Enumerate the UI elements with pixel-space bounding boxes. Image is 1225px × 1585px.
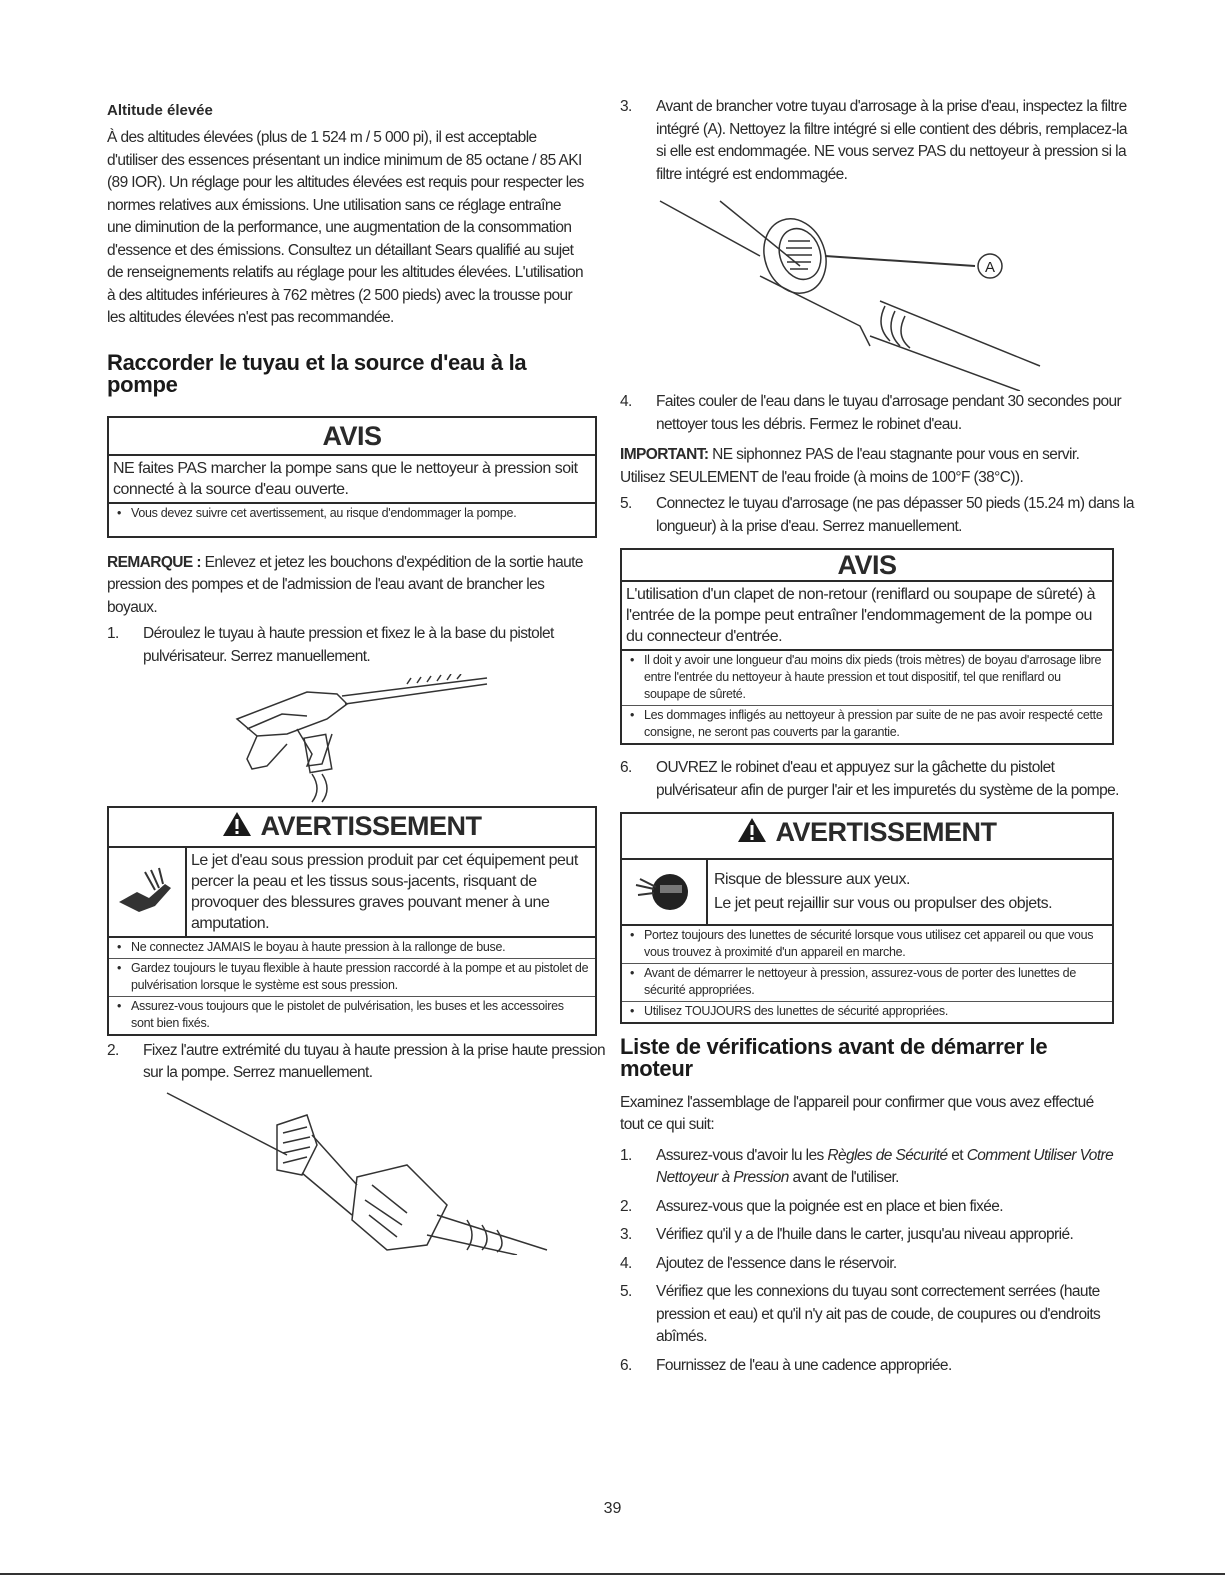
warning-lead-line-1: Risque de blessure aux yeux. bbox=[714, 870, 910, 888]
item-text: Vérifiez qu'il y a de l'huile dans le carter, jusqu'au niveau approprié. bbox=[656, 1226, 1074, 1244]
step-number: 3. bbox=[620, 98, 632, 115]
warning-title-text: AVERTISSEMENT bbox=[775, 817, 997, 847]
notice-bullet: • Vous devez suivre cet avertissement, au risque d'endommager la pompe. bbox=[109, 504, 595, 536]
step-1 bbox=[107, 623, 623, 668]
item-text: Ajoutez de l'essence dans le réservoir. bbox=[656, 1254, 897, 1272]
important-paragraph bbox=[620, 444, 1106, 489]
warning-bullet: • Portez toujours des lunettes de sécurité lorsque vous utilisez cet appareil ou que vous vous trouvez à proximité d'un appareil en marche. bbox=[622, 926, 1112, 963]
notice-lead: NE faites PAS marcher la pompe sans que le nettoyeur à pression soit connecté à la source d'eau ouverte. bbox=[109, 456, 595, 504]
notice-bullet: • Il doit y avoir une longueur d'au moins dix pieds (trois mètres) de boyau d'arrosage libre entre l'entrée du nettoyeur à haute pression et tout dispositif, tel que reniflard ou soupape de sûreté. bbox=[622, 651, 1112, 705]
step-text: OUVREZ le robinet d'eau et appuyez sur la gâchette du pistolet pulvérisateur afin de purger l'air et les impuretés du système de la pompe. bbox=[656, 759, 1119, 799]
step-text: Déroulez le tuyau à haute pression et fixez le à la base du pistolet pulvérisateur. Serrez manuellement. bbox=[143, 625, 554, 665]
right-column bbox=[620, 96, 1134, 1377]
warning-main-row bbox=[109, 848, 595, 938]
notice-bullets bbox=[622, 651, 1112, 743]
warning-box-2 bbox=[620, 812, 1114, 1024]
step-2 bbox=[107, 1040, 623, 1085]
injection-hazard-icon bbox=[109, 848, 187, 936]
altitude-heading: Altitude élevée bbox=[107, 102, 213, 119]
checklist-item bbox=[620, 1281, 1136, 1349]
item-text-em1: Règles de Sécurité bbox=[827, 1146, 948, 1164]
checklist-item bbox=[620, 1355, 1136, 1378]
warning-bullet: • Gardez toujours le tuyau flexible à haute pression raccordé à la pompe et au pistolet de pulvérisation lorsque le système est sous pression. bbox=[109, 958, 595, 996]
warning-bullet: • Utilisez TOUJOURS des lunettes de sécurité appropriées. bbox=[622, 1001, 1112, 1022]
step-5 bbox=[620, 493, 1136, 538]
item-text-em2: Comment Utiliser Votre Nettoyeur à Pression bbox=[656, 1146, 1114, 1187]
section-heading-connect: Raccorder le tuyau et la source d'eau à la pompe bbox=[107, 349, 527, 397]
checklist-intro: Examinez l'assemblage de l'appareil pour confirmer que vous avez effectué tout ce qui suit: bbox=[620, 1093, 1094, 1134]
warning-lead bbox=[708, 860, 1112, 924]
step-text: Avant de brancher votre tuyau d'arrosage à la prise d'eau, inspectez la filtre intégré (A). Nettoyez la filtre intégré si elle contient des débris, remplacez-la si elle est endommagée. NE vous servez PAS du nettoyeur à pression si la filtre intégré est endommagée. bbox=[656, 98, 1127, 183]
hose-coupling-illustration bbox=[107, 1085, 597, 1255]
eye-hazard-icon bbox=[622, 860, 708, 924]
warning-main-row bbox=[622, 858, 1112, 926]
warning-title-text: AVERTISSEMENT bbox=[260, 811, 482, 841]
warning-bullets bbox=[622, 926, 1112, 1022]
step-3 bbox=[620, 96, 1136, 186]
important-text: NE siphonnez PAS de l'eau stagnante pour vous en servir. Utilisez SEULEMENT de l'eau froide (à moins de 100°F (38°C)). bbox=[620, 446, 1080, 486]
warning-title bbox=[109, 808, 595, 848]
spray-gun-illustration bbox=[107, 674, 597, 804]
important-label: IMPORTANT: bbox=[620, 446, 709, 463]
remark-text: Enlevez et jetez les bouchons d'expédition de la sortie haute pression des pompes et de l'admission de l'eau avant de brancher les boyaux. bbox=[107, 553, 583, 616]
step-number: 2. bbox=[107, 1041, 119, 1059]
section-heading-checklist: Liste de vérifications avant de démarrer le moteur bbox=[620, 1033, 1048, 1081]
step-number: 6. bbox=[620, 759, 632, 776]
page-number: 39 bbox=[603, 1500, 622, 1517]
remark-label: REMARQUE : bbox=[107, 553, 201, 571]
item-text-pre: Assurez-vous d'avoir lu les bbox=[656, 1146, 828, 1164]
checklist-item bbox=[620, 1145, 1136, 1190]
notice-bullet: • Les dommages infligés au nettoyeur à pression par suite de ne pas avoir respecté cette consigne, ne seront pas couverts par la garantie. bbox=[622, 705, 1112, 743]
notice-lead: L'utilisation d'un clapet de non-retour (reniflard ou soupape de sûreté) à l'entrée de la pompe peut entraîner l'endommagement de la pompe ou du connecteur d'entrée. bbox=[622, 582, 1112, 651]
item-text-post: avant de l'utiliser. bbox=[788, 1169, 899, 1187]
step-6 bbox=[620, 757, 1136, 802]
item-number: 2. bbox=[620, 1197, 632, 1215]
warning-triangle-icon bbox=[222, 810, 252, 846]
step-number: 1. bbox=[107, 625, 119, 642]
item-text-mid: et bbox=[947, 1146, 967, 1164]
item-number: 5. bbox=[620, 1283, 632, 1301]
step-text: Connectez le tuyau d'arrosage (ne pas dépasser 50 pieds (15.24 m) dans la longueur) à la prise d'eau. Serrez manuellement. bbox=[656, 495, 1134, 535]
warning-triangle-icon bbox=[737, 816, 767, 852]
notice-box-2 bbox=[620, 548, 1114, 745]
warning-bullets bbox=[109, 938, 595, 1034]
step-number: 5. bbox=[620, 495, 632, 512]
notice-bullets bbox=[109, 504, 595, 536]
warning-title bbox=[622, 814, 1112, 858]
warning-lead-line-2: Le jet peut rejaillir sur vous ou propulser des objets. bbox=[714, 894, 1053, 912]
remark-paragraph bbox=[107, 552, 587, 620]
warning-box-1 bbox=[107, 806, 597, 1036]
warning-lead: Le jet d'eau sous pression produit par cet équipement peut percer la peau et les tissus sous-jacents, risquant de provoquer des blessures graves pouvant mener à une amputation. bbox=[191, 851, 578, 932]
checklist bbox=[620, 1145, 1114, 1378]
warning-bullet: • Ne connectez JAMAIS le boyau à haute pression à la rallonge de buse. bbox=[109, 938, 595, 958]
callout-a-label: A bbox=[984, 259, 996, 276]
warning-bullet: • Avant de démarrer le nettoyeur à pression, assurez-vous de porter des lunettes de sécurité appropriées. bbox=[622, 963, 1112, 1001]
step-text: Fixez l'autre extrémité du tuyau à haute pression à la prise haute pression sur la pompe. Serrez manuellement. bbox=[143, 1041, 605, 1082]
item-number: 1. bbox=[620, 1146, 632, 1164]
item-text: Vérifiez que les connexions du tuyau sont correctement serrées (haute pression et eau) et qu'il n'y ait pas de coude, de coupures ou d'endroits abîmés. bbox=[656, 1283, 1101, 1346]
notice-title: AVIS bbox=[622, 550, 1112, 582]
notice-box-1 bbox=[107, 416, 597, 538]
item-number: 3. bbox=[620, 1226, 632, 1244]
bottom-rule bbox=[0, 1573, 1225, 1575]
item-text: Fournissez de l'eau à une cadence appropriée. bbox=[656, 1356, 952, 1374]
filter-illustration bbox=[620, 186, 1114, 391]
checklist-item bbox=[620, 1224, 1136, 1247]
checklist-item bbox=[620, 1253, 1136, 1276]
step-text: Faites couler de l'eau dans le tuyau d'arrosage pendant 30 secondes pour nettoyer tous les débris. Fermez le robinet d'eau. bbox=[656, 393, 1122, 433]
warning-bullet: • Assurez-vous toujours que le pistolet de pulvérisation, les buses et les accessoires sont bien fixés. bbox=[109, 996, 595, 1034]
left-column bbox=[107, 96, 605, 1255]
altitude-paragraph: À des altitudes élevées (plus de 1 524 m / 5 000 pi), il est acceptable d'utiliser des essences présentant un indice minimum de 85 octane / 85 AKI (89 IOR). Un réglage pour les altitudes élevées est requis pour respecter les normes relatives aux émissions. Une utilisation sans ce réglage entraîne une diminution de la performance, une augmentation de la consommation d'essence et des émissions. Consultez un détaillant Sears qualifié au sujet de renseignements relatifs au réglage pour les altitudes élevées. L'utilisation à des altitudes inférieures à 762 mètres (2 500 pieds) avec la trousse pour les altitudes élevées n'est pas recommandée. bbox=[107, 129, 584, 326]
step-number: 4. bbox=[620, 393, 632, 410]
checklist-item bbox=[620, 1196, 1136, 1219]
item-number: 4. bbox=[620, 1254, 632, 1272]
step-4 bbox=[620, 391, 1136, 436]
notice-title: AVIS bbox=[109, 418, 595, 456]
item-text: Assurez-vous que la poignée est en place et bien fixée. bbox=[656, 1197, 1003, 1215]
item-number: 6. bbox=[620, 1356, 632, 1374]
